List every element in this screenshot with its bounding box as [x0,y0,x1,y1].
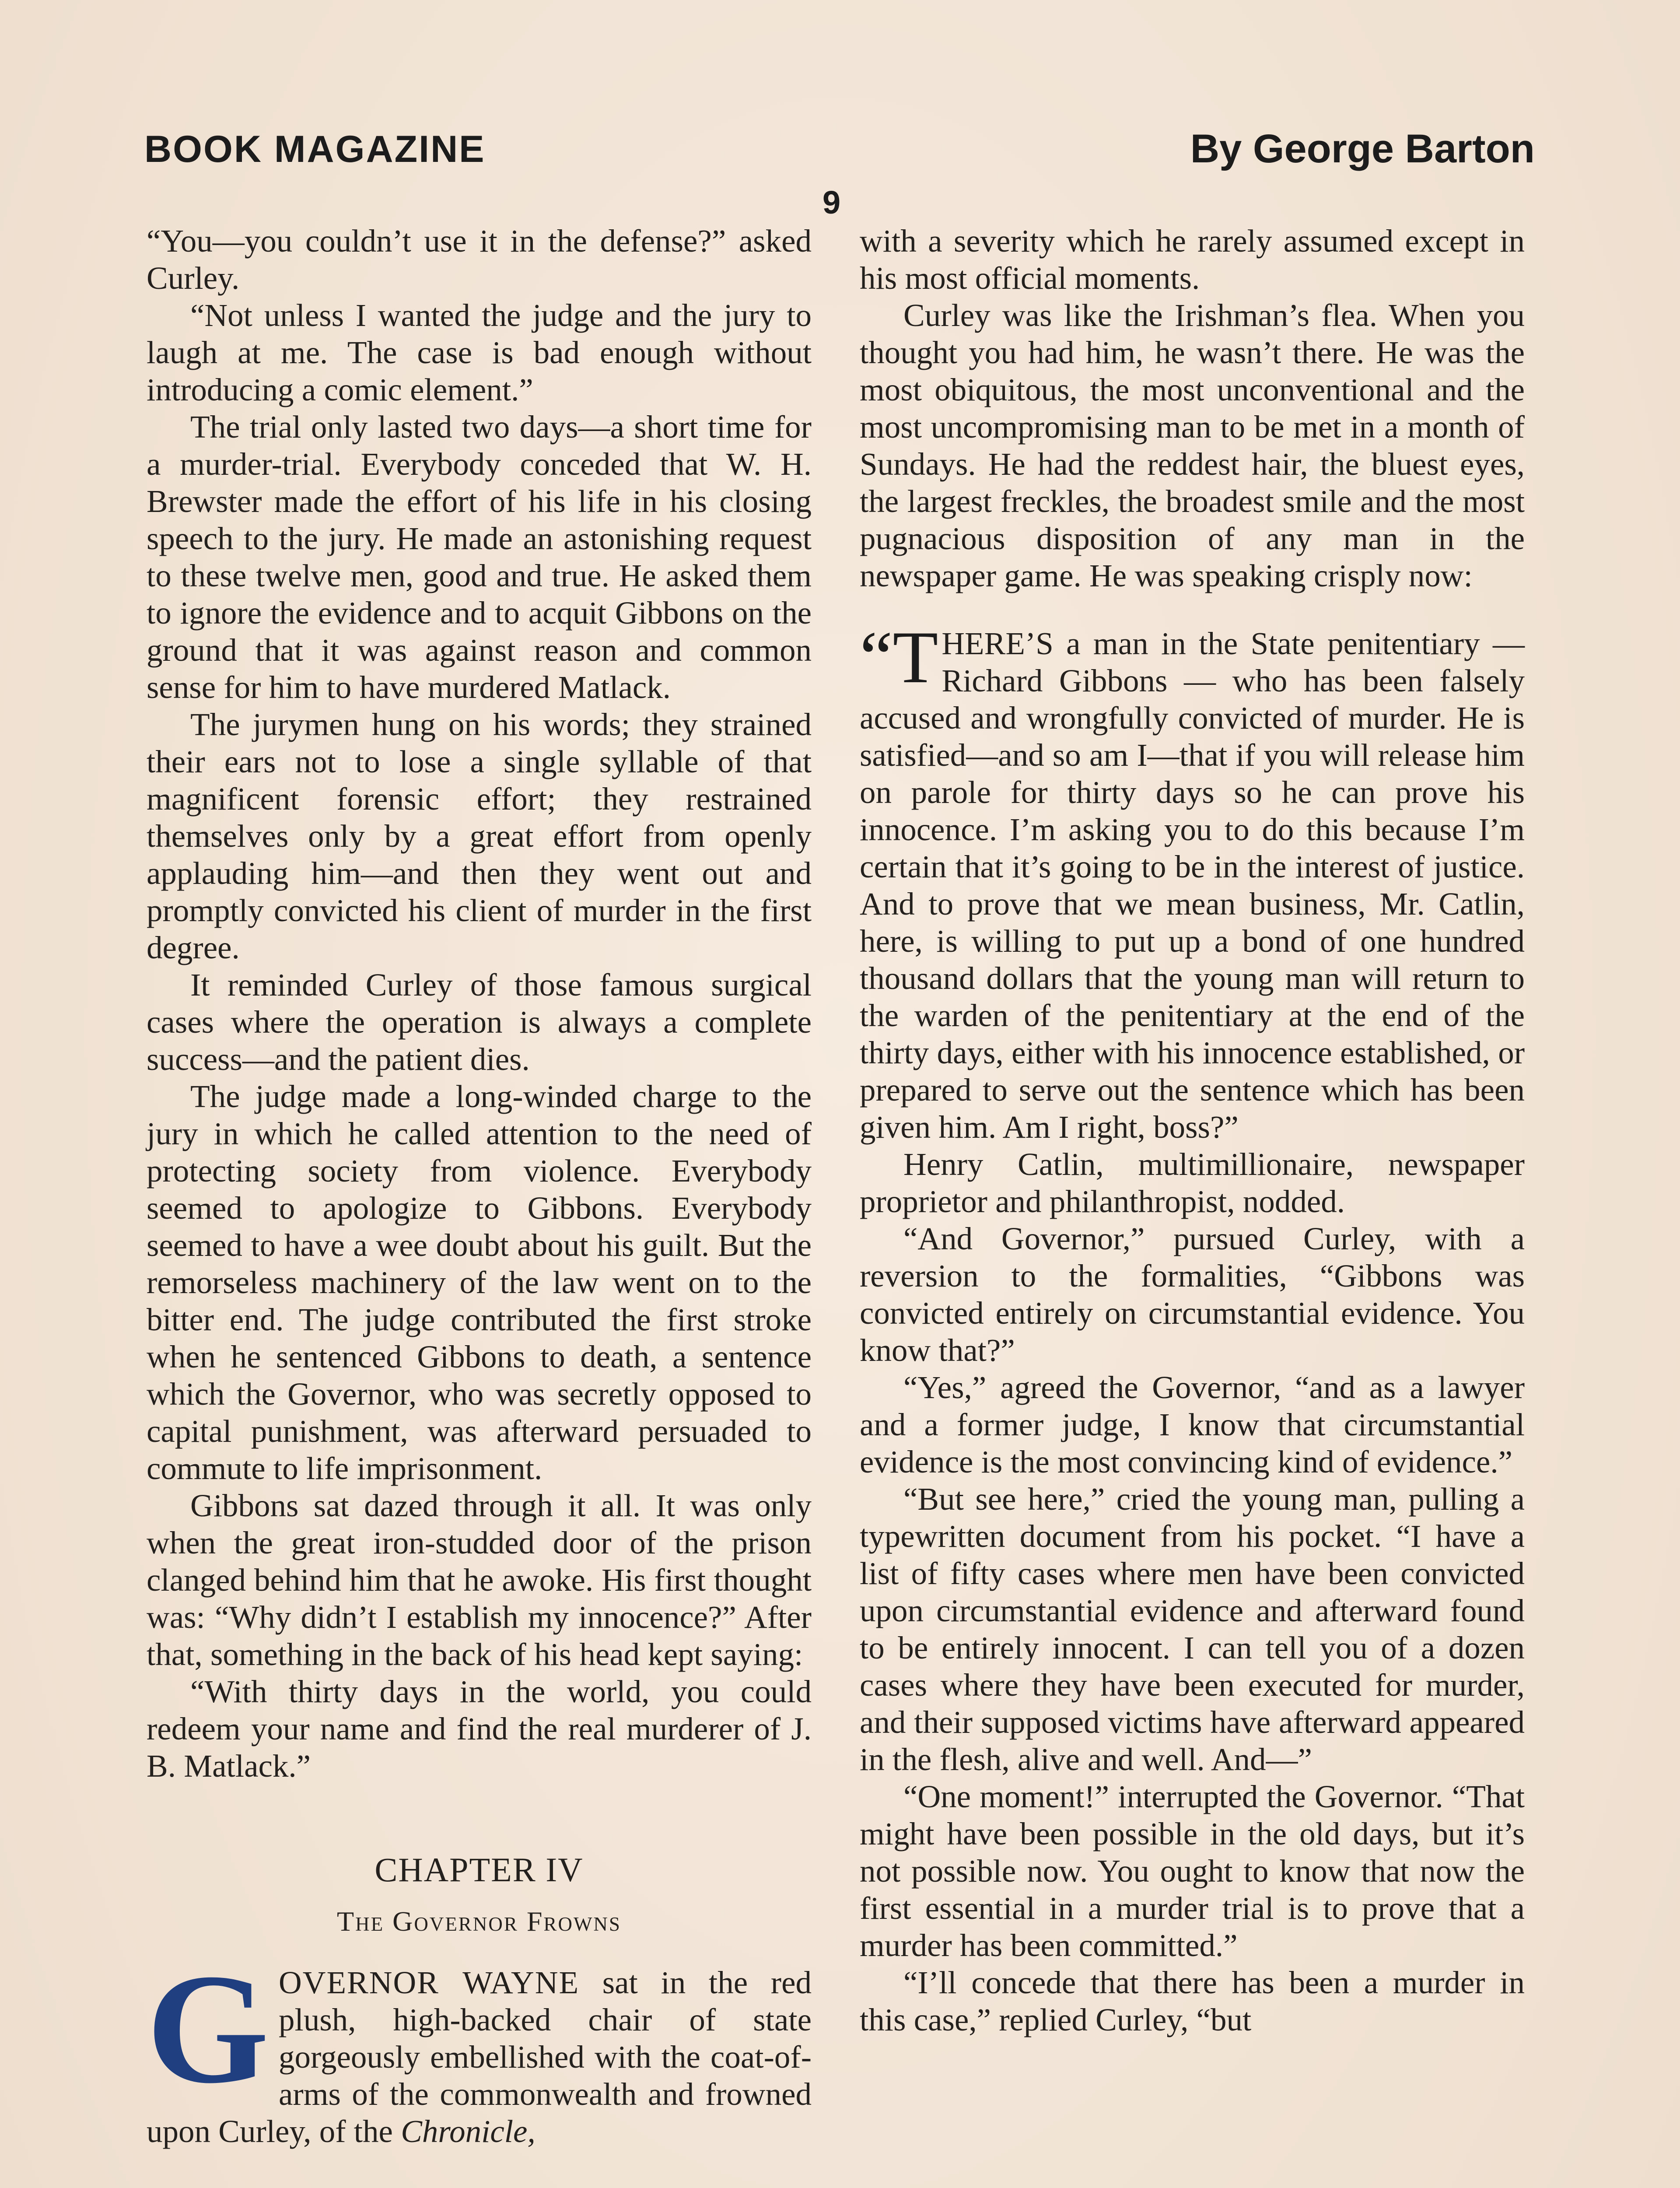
paragraph: The judge made a long-winded charge to the jury in which he called attention to the need of protecting society from violence. Everybody seemed to apologize to Gibbons. Everybody seemed to have a wee doubt about his guilt. But the remorseless machinery of the law went on to the bitter end. The judge contributed the first stroke when he sentenced Gibbons to death, a sentence which the Governor, who was secretly opposed to capital punishment, was afterward persuaded to commute to life imprisonment. [147,1079,812,1486]
paragraph-text: sat in the red plush, high-backed chair of state gorgeously embellished with the coat-of-arms of the commonwealth and frowned upon Curley, of the [147,1965,812,2149]
paragraph: “And Governor,” pursued Curley, with a reversion to the formalities, “Gibbons was convicted entirely on circumstantial evidence. You know that?” [860,1221,1525,1368]
lead-in-caps: OVERNOR WAYNE [279,1965,580,2000]
paragraph: “Yes,” agreed the Governor, “and as a lawyer and a former judge, I know that circumstantial evidence is the most convincing kind of evidence.” [860,1370,1525,1480]
right-column [860,222,1525,2038]
paragraph: Gibbons sat dazed through it all. It was only when the great iron-studded door of the prison clanged behind him that he awoke. His first thought was: “Why didn’t I establish my innocence?” After that, something in the back of his head kept saying: [147,1488,812,1672]
paragraph: “You—you couldn’t use it in the defense?” asked Curley. [147,223,812,296]
paragraph: It reminded Curley of those famous surgical cases where the operation is always a complete success—and the patient dies. [147,967,812,1077]
paragraph: “With thirty days in the world, you could redeem your name and find the real murderer of J. B. Matlack.” [147,1674,812,1784]
paragraph: “Not unless I wanted the judge and the jury to laugh at me. The case is bad enough without introducing a comic element.” [147,298,812,407]
paragraph: The trial only lasted two days—a short time for a murder-trial. Everybody conceded that W. H. Brewster made the effort of his life in his closing speech to the jury. He made an astonishing request to these twelve men, good and true. He asked them to ignore the evidence and to acquit Gibbons on the ground that it was against reason and common sense for him to have murdered Matlack. [147,409,812,705]
left-column [147,222,812,2150]
magazine-title: BOOK MAGAZINE [144,128,486,170]
drop-cap: G [147,1941,270,2116]
chapter-title: CHAPTER IV [374,1851,584,1889]
paragraph: “One moment!” interrupted the Governor. “That might have been possible in the old days, but it’s not possible now. You ought to know that now the first essential in a murder trial is to prove that a murder has been committed.” [860,1779,1525,1963]
author-byline: By George Barton [1190,126,1535,171]
section-opening-paragraph [860,616,1525,1146]
paragraph: Curley was like the Irishman’s flea. When you thought you had him, he wasn’t there. He was the most obiquitous, the most unconventional and the most uncompromising man to be met in a month of Sundays. He had the reddest hair, the bluest eyes, the largest freckles, the broadest smile and the most pugnacious disposition of any man in the newspaper game. He was speaking crisply now: [860,298,1525,593]
chapter-opening-paragraph [147,1941,812,2150]
drop-cap [860,616,938,698]
newspaper-name: Chronicle, [401,2114,536,2149]
paragraph: The jurymen hung on his words; they strained their ears not to lose a single syllable of that magnificent forensic effort; they restrained themselves only by a great effort from openly applauding him—and then they went out and promptly convicted his client of murder in the first degree. [147,707,812,965]
paragraph: “But see here,” cried the young man, pulling a typewritten document from his pocket. “I have a list of fifty cases where men have been convicted upon circumstantial evidence and afterward found to be entirely innocent. I can tell you of a dozen cases where they have been executed for murder, and their supposed victims have afterward appeared in the flesh, alive and well. And—” [860,1481,1525,1777]
paragraph-text: HERE’S a man in the State penitentiary — Richard Gibbons — who has been falsely accused and wrongfully convicted of murder. He is satisfied—and so am I—that if you will release him on parole for thirty days so he can prove his innocence. I’m asking you to do this because I’m certain that it’s going to be in the interest of justice. And to prove that we mean business, Mr. Catlin, here, is willing to put up a bond of one hundred thousand dollars that the young man will return to the warden of the penitentiary at the end of the thirty days, either with his innocence established, or prepared to serve out the sentence which has been given him. Am I right, boss?” [860,626,1525,1145]
page-number: 9 [822,184,841,221]
paragraph: Henry Catlin, multimillionaire, newspaper proprietor and philanthropist, nodded. [860,1147,1525,1219]
drop-cap-letter: T [892,616,938,698]
paragraph: with a severity which he rarely assumed except in his most official moments. [860,223,1525,296]
quote-mark: “ [860,616,893,698]
paragraph: “I’ll concede that there has been a murder in this case,” replied Curley, “but [860,1965,1525,2037]
chapter-subtitle: The Governor Frowns [337,1906,621,1937]
